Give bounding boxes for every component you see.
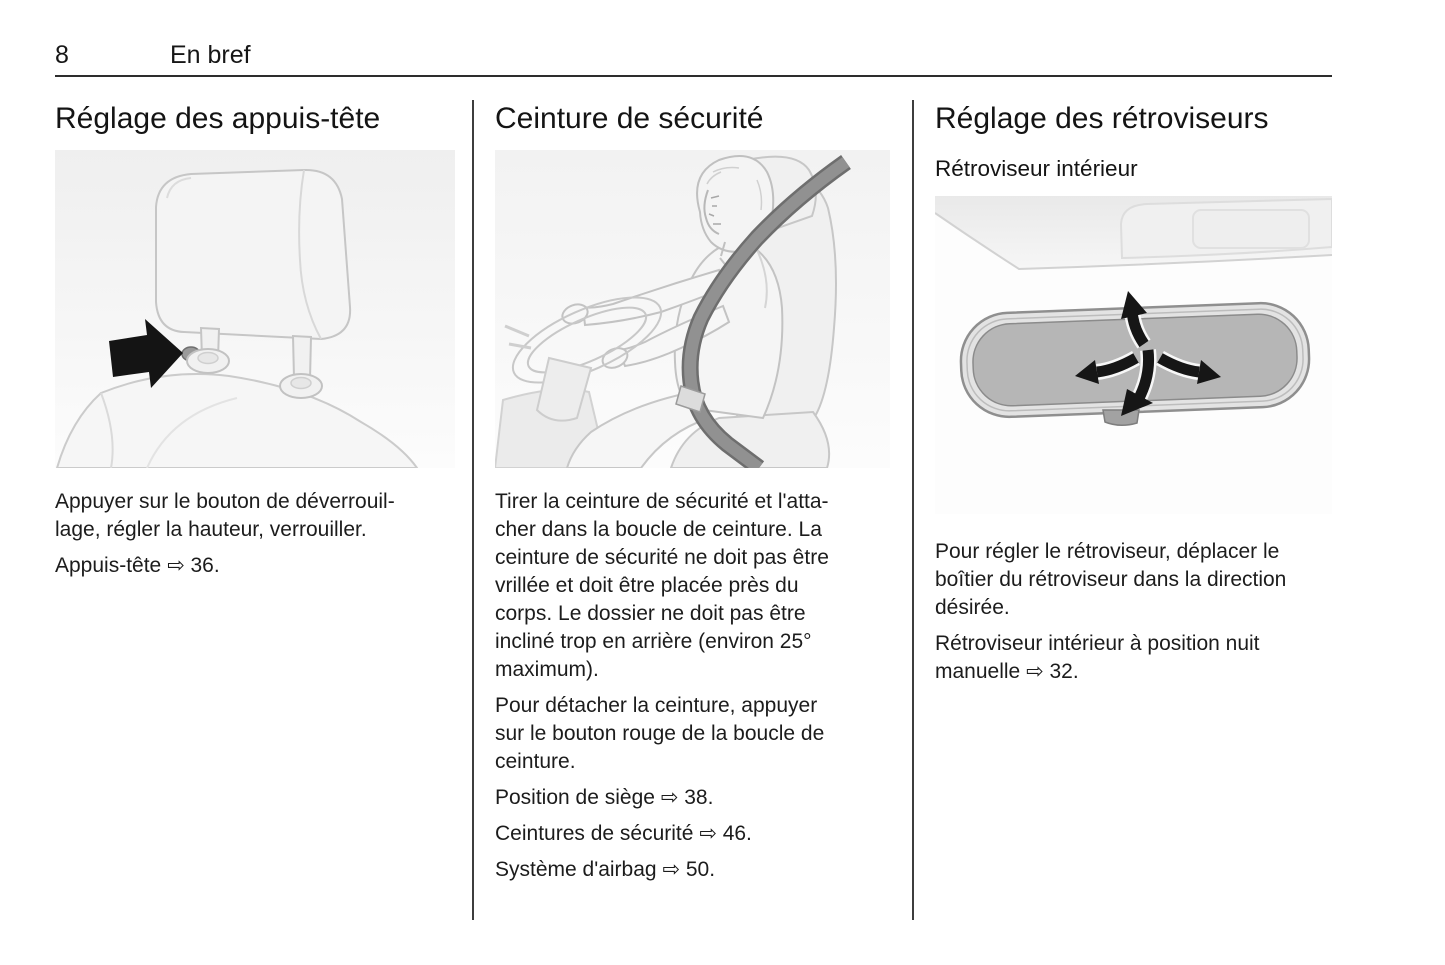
paragraph (935, 538, 1332, 622)
section-heading: Ceinture de sécurité (495, 102, 764, 135)
driver-wearing-seat-belt-illustration (495, 150, 890, 468)
text-line: corps. Le dossier ne doit pas être (495, 602, 806, 625)
paragraph (495, 488, 890, 684)
headrest-cushion (156, 170, 350, 339)
section-headrest-adjustment (55, 100, 455, 580)
cross-reference: Position de siège ⇨ 38. (495, 786, 714, 809)
sub-heading: Rétroviseur intérieur (935, 156, 1138, 181)
cross-reference: Ceintures de sécurité ⇨ 46. (495, 822, 752, 845)
column-divider (912, 100, 914, 920)
paragraph (935, 630, 1332, 686)
text-line: maximum). (495, 658, 599, 681)
roof-lamp-inset (1193, 210, 1309, 248)
three-column-layout (55, 100, 1332, 920)
text-line: sur le bouton rouge de la boucle de (495, 722, 825, 745)
section-mirror-adjustment (935, 100, 1332, 686)
text-line: Appuyer sur le bouton de déverrouil- (55, 490, 395, 513)
section-heading: Réglage des appuis-tête (55, 102, 381, 135)
interior-mirror-adjustment-arrows-illustration (935, 196, 1332, 514)
page-number: 8 (55, 41, 69, 69)
mirror-adjust-tab (1103, 410, 1139, 425)
header-rule (55, 75, 1332, 77)
paragraph (495, 692, 890, 776)
headrest-release-button-illustration (55, 150, 455, 468)
cross-reference: Système d'airbag ⇨ 50. (495, 858, 716, 881)
text-line: Rétroviseur intérieur à position nuit (935, 632, 1260, 655)
text-line: Pour détacher la ceinture, appuyer (495, 694, 818, 717)
section-heading: Réglage des rétroviseurs (935, 102, 1269, 135)
column-divider (472, 100, 474, 920)
figure-interior-mirror (935, 196, 1332, 514)
text-line: vrillée et doit être placée près du (495, 574, 799, 597)
paragraph (55, 488, 455, 544)
figure-seat-belt (495, 150, 890, 468)
text-line: incliné trop en arrière (environ 25° (495, 630, 812, 653)
figure-headrest (55, 150, 455, 468)
text-line: manuelle ⇨ 32. (935, 660, 1079, 683)
text-line: ceinture de sécurité ne doit pas être (495, 546, 829, 569)
text-line: désirée. (935, 596, 1010, 619)
cross-reference: Appuis-tête ⇨ 36. (55, 554, 220, 577)
text-line: boîtier du rétroviseur dans la direction (935, 568, 1287, 591)
text-line: ceinture. (495, 750, 576, 773)
running-header (55, 42, 251, 69)
text-line: Tirer la ceinture de sécurité et l'atta- (495, 490, 829, 513)
chapter-title: En bref (170, 41, 251, 69)
text-line: cher dans la boucle de ceinture. La (495, 518, 822, 541)
section-seat-belt (495, 100, 890, 884)
text-line: Pour régler le rétroviseur, déplacer le (935, 540, 1280, 563)
text-line: lage, régler la hauteur, verrouiller. (55, 518, 367, 541)
